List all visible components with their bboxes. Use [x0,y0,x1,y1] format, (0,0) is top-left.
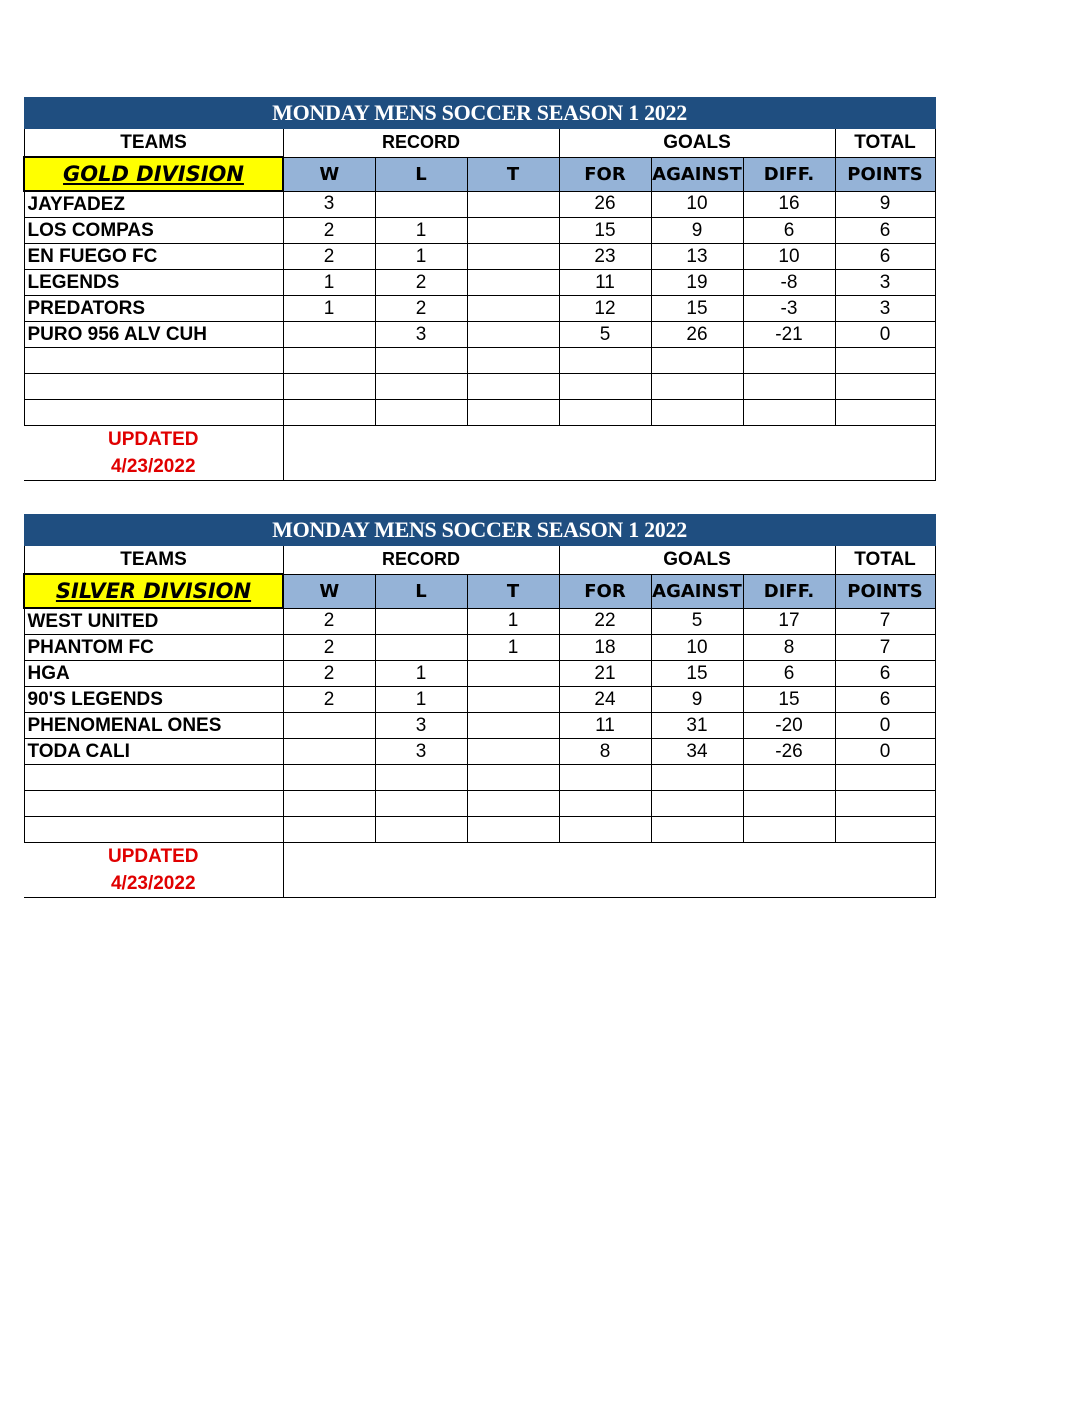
goals-against-cell: 31 [651,713,743,739]
losses-cell [375,400,467,426]
goals-for-cell: 18 [559,635,651,661]
points-cell: 0 [835,739,935,765]
table-row [24,608,935,635]
table-row [24,218,935,244]
table-row [24,661,935,687]
wins-cell [283,348,375,374]
losses-cell [375,374,467,400]
wins-cell: 2 [283,218,375,244]
points-header: POINTS [835,574,935,608]
losses-cell [375,791,467,817]
ties-header: T [467,157,559,191]
table-row [24,322,935,348]
table-row [24,400,935,426]
wins-cell: 3 [283,191,375,218]
points-header: POINTS [835,157,935,191]
goal-diff-cell: 6 [743,218,835,244]
goal-diff-cell: -26 [743,739,835,765]
updated-label: UPDATED [108,429,199,450]
team-name: HGA [24,661,283,687]
wins-cell: 1 [283,296,375,322]
ties-cell [467,244,559,270]
losses-cell: 2 [375,270,467,296]
table-row [24,296,935,322]
ties-cell [467,687,559,713]
wins-cell: 2 [283,244,375,270]
division-name: GOLD DIVISION [24,157,283,191]
table-row [24,348,935,374]
team-name [24,817,283,843]
goals-for-cell: 24 [559,687,651,713]
team-name: PHENOMENAL ONES [24,713,283,739]
ties-cell: 1 [467,635,559,661]
wins-cell [283,374,375,400]
losses-cell: 1 [375,244,467,270]
notes-cell [283,843,935,898]
goal-diff-cell: -20 [743,713,835,739]
gold-division-standings [23,97,934,481]
gold-rows [24,191,935,426]
goal-diff-cell: 16 [743,191,835,218]
points-cell: 6 [835,244,935,270]
total-header: TOTAL [835,546,935,575]
updated-note [24,426,283,481]
goals-for-cell: 8 [559,739,651,765]
team-name [24,765,283,791]
goal-diff-header: DIFF. [743,574,835,608]
table-row [24,739,935,765]
team-name: LEGENDS [24,270,283,296]
team-name: PURO 956 ALV CUH [24,322,283,348]
losses-cell: 1 [375,687,467,713]
wins-cell: 2 [283,608,375,635]
record-header: RECORD [283,129,559,158]
losses-cell [375,635,467,661]
goal-diff-cell: 15 [743,687,835,713]
losses-cell [375,608,467,635]
losses-cell: 2 [375,296,467,322]
teams-header: TEAMS [24,546,283,575]
updated-label: UPDATED [108,846,199,867]
ties-cell [467,322,559,348]
table-row [24,635,935,661]
standings-table [23,97,936,481]
goal-diff-cell: 8 [743,635,835,661]
points-cell: 9 [835,191,935,218]
goals-for-cell [559,817,651,843]
losses-header: L [375,574,467,608]
table-row [24,374,935,400]
points-cell [835,400,935,426]
goals-for-cell: 15 [559,218,651,244]
goals-against-cell [651,817,743,843]
points-cell: 3 [835,270,935,296]
updated-date: 4/23/2022 [110,456,196,477]
wins-cell [283,400,375,426]
ties-cell [467,218,559,244]
goal-diff-cell: 10 [743,244,835,270]
goals-against-cell [651,765,743,791]
points-cell [835,348,935,374]
goals-against-cell: 15 [651,661,743,687]
ties-cell [467,791,559,817]
goals-against-header: AGAINST [651,157,743,191]
losses-cell: 3 [375,739,467,765]
losses-cell: 1 [375,661,467,687]
table-row [24,817,935,843]
goals-for-cell: 11 [559,713,651,739]
ties-cell [467,739,559,765]
goals-for-cell [559,765,651,791]
goals-against-cell: 26 [651,322,743,348]
ties-cell [467,817,559,843]
goal-diff-cell [743,400,835,426]
team-name: TODA CALI [24,739,283,765]
goals-for-cell: 22 [559,608,651,635]
wins-cell [283,322,375,348]
goals-against-cell: 34 [651,739,743,765]
team-name: LOS COMPAS [24,218,283,244]
ties-cell [467,661,559,687]
points-cell: 6 [835,687,935,713]
team-name: PHANTOM FC [24,635,283,661]
goals-for-cell: 21 [559,661,651,687]
standings-title: MONDAY MENS SOCCER SEASON 1 2022 [24,98,935,129]
points-cell [835,817,935,843]
wins-header: W [283,157,375,191]
team-name [24,400,283,426]
silver-division-standings [23,514,934,898]
goals-against-cell: 15 [651,296,743,322]
wins-cell: 2 [283,661,375,687]
goals-against-cell: 19 [651,270,743,296]
ties-header: T [467,574,559,608]
losses-header: L [375,157,467,191]
goals-against-cell [651,400,743,426]
points-cell: 0 [835,713,935,739]
goal-diff-cell: -8 [743,270,835,296]
standings-title: MONDAY MENS SOCCER SEASON 1 2022 [24,515,935,546]
losses-cell [375,348,467,374]
goal-diff-cell: -21 [743,322,835,348]
goals-against-cell: 10 [651,191,743,218]
goal-diff-cell [743,348,835,374]
goals-header: GOALS [559,546,835,575]
table-row [24,765,935,791]
losses-cell: 3 [375,713,467,739]
points-cell [835,765,935,791]
silver-rows [24,608,935,843]
wins-cell: 2 [283,687,375,713]
team-name: WEST UNITED [24,608,283,635]
wins-cell [283,817,375,843]
goal-diff-cell: 6 [743,661,835,687]
goals-for-cell [559,348,651,374]
points-cell: 7 [835,608,935,635]
goals-for-header: FOR [559,157,651,191]
goals-against-cell: 5 [651,608,743,635]
total-header: TOTAL [835,129,935,158]
team-name [24,348,283,374]
wins-cell [283,791,375,817]
goal-diff-cell [743,817,835,843]
updated-note [24,843,283,898]
notes-cell [283,426,935,481]
ties-cell [467,270,559,296]
teams-header: TEAMS [24,129,283,158]
goals-for-cell: 12 [559,296,651,322]
ties-cell [467,191,559,218]
goals-against-cell: 9 [651,687,743,713]
losses-cell [375,765,467,791]
losses-cell: 3 [375,322,467,348]
goals-against-cell [651,791,743,817]
points-cell: 3 [835,296,935,322]
ties-cell [467,374,559,400]
wins-header: W [283,574,375,608]
goals-for-cell: 5 [559,322,651,348]
standings-table [23,514,936,898]
table-row [24,270,935,296]
points-cell: 7 [835,635,935,661]
table-row [24,244,935,270]
goals-for-cell: 23 [559,244,651,270]
goals-for-cell [559,400,651,426]
table-row [24,713,935,739]
goals-header: GOALS [559,129,835,158]
ties-cell [467,765,559,791]
division-name: SILVER DIVISION [24,574,283,608]
team-name: EN FUEGO FC [24,244,283,270]
goal-diff-cell: 17 [743,608,835,635]
team-name: 90'S LEGENDS [24,687,283,713]
goal-diff-cell: -3 [743,296,835,322]
losses-cell: 1 [375,218,467,244]
goals-against-header: AGAINST [651,574,743,608]
points-cell: 6 [835,661,935,687]
goals-against-cell [651,348,743,374]
ties-cell [467,296,559,322]
team-name [24,791,283,817]
goals-against-cell: 13 [651,244,743,270]
ties-cell: 1 [467,608,559,635]
team-name: JAYFADEZ [24,191,283,218]
record-header: RECORD [283,546,559,575]
wins-cell: 1 [283,270,375,296]
wins-cell [283,739,375,765]
table-row [24,687,935,713]
points-cell: 0 [835,322,935,348]
goals-against-cell [651,374,743,400]
wins-cell [283,713,375,739]
ties-cell [467,713,559,739]
losses-cell [375,817,467,843]
goal-diff-cell [743,374,835,400]
team-name [24,374,283,400]
goal-diff-cell [743,765,835,791]
points-cell: 6 [835,218,935,244]
goals-for-cell [559,791,651,817]
updated-date: 4/23/2022 [110,873,196,894]
points-cell [835,374,935,400]
goals-for-cell: 26 [559,191,651,218]
goals-for-cell: 11 [559,270,651,296]
wins-cell: 2 [283,635,375,661]
ties-cell [467,400,559,426]
goals-for-header: FOR [559,574,651,608]
points-cell [835,791,935,817]
wins-cell [283,765,375,791]
table-row [24,791,935,817]
goals-against-cell: 9 [651,218,743,244]
goals-for-cell [559,374,651,400]
table-row [24,191,935,218]
goal-diff-header: DIFF. [743,157,835,191]
ties-cell [467,348,559,374]
losses-cell [375,191,467,218]
team-name: PREDATORS [24,296,283,322]
goal-diff-cell [743,791,835,817]
goals-against-cell: 10 [651,635,743,661]
